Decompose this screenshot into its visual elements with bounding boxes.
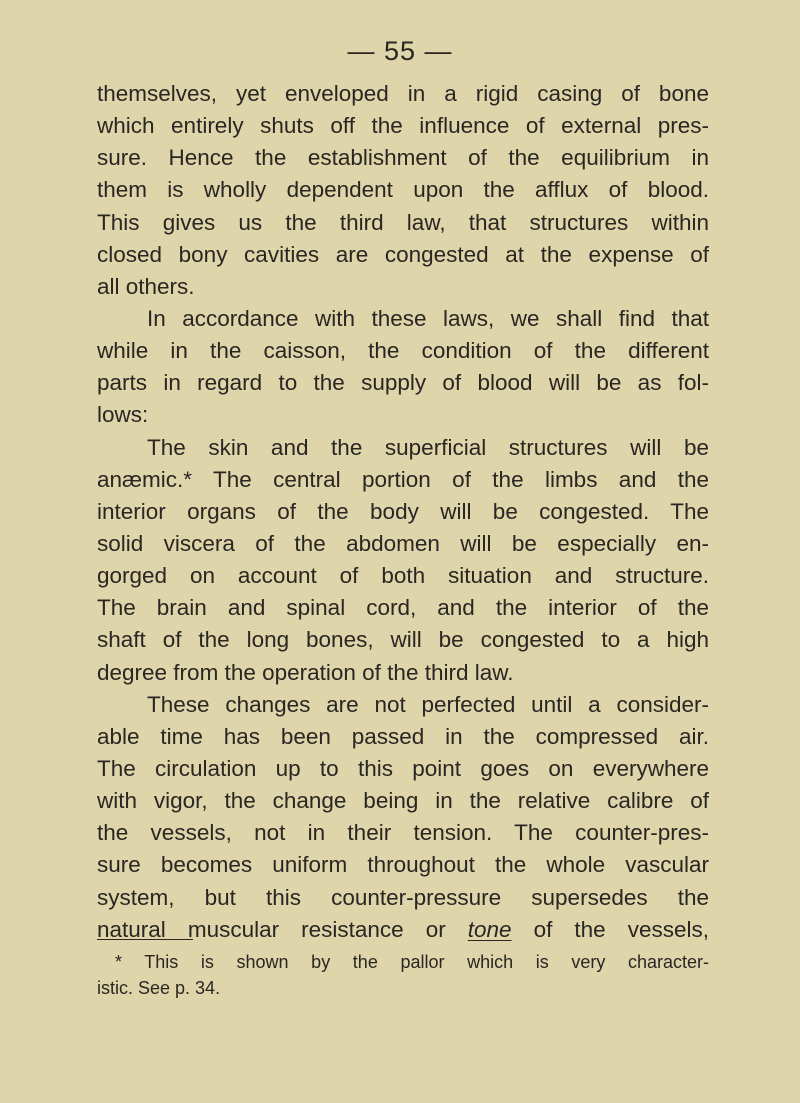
- text-line: with vigor, the change being in the relative calibre of: [97, 788, 709, 814]
- text-line: interior organs of the body will be congested. The: [97, 498, 709, 524]
- text-fragment: natural muscular resistance or: [97, 916, 468, 942]
- footnote-line: istic. See p. 34.: [97, 978, 221, 998]
- text-line: sure. Hence the establishment of the equilibrium in: [97, 145, 709, 171]
- text-line: which entirely shuts off the influence of external pres-: [97, 113, 709, 139]
- footnote-divider: [97, 939, 193, 940]
- text-line: The brain and spinal cord, and the interior of the: [97, 595, 709, 621]
- text-line: degree from the operation of the third law.: [97, 659, 514, 685]
- footnote-line: * This is shown by the pallor which is very character-: [115, 952, 709, 972]
- text-line: These changes are not perfected until a consider-: [147, 691, 709, 717]
- text-line: solid viscera of the abdomen will be especially en-: [97, 530, 709, 556]
- text-line: system, but this counter-pressure supersedes the: [97, 884, 709, 910]
- text-line: closed bony cavities are congested at the expense of: [97, 241, 709, 267]
- text-line: them is wholly dependent upon the afflux of blood.: [97, 177, 709, 203]
- text-line: In accordance with these laws, we shall find that: [147, 305, 709, 331]
- body-text: [97, 78, 709, 946]
- text-line-with-emphasis: [97, 914, 709, 946]
- text-line: themselves, yet enveloped in a rigid casing of bone: [97, 81, 709, 106]
- text-line: The skin and the superficial structures will be: [147, 434, 709, 460]
- footnote: [97, 949, 709, 1001]
- text-line: sure becomes uniform throughout the whole vascular: [97, 852, 709, 878]
- text-line: all others.: [97, 273, 195, 299]
- page-number: — 55 —: [347, 36, 453, 66]
- text-line: the vessels, not in their tension. The counter-pres-: [97, 820, 709, 846]
- text-line: This gives us the third law, that structures within: [97, 209, 709, 235]
- text-fragment: of the vessels,: [511, 916, 709, 942]
- text-line: able time has been passed in the compressed air.: [97, 723, 709, 749]
- text-line: lows:: [97, 402, 149, 428]
- text-line: shaft of the long bones, will be congested to a high: [97, 627, 709, 653]
- text-line: while in the caisson, the condition of the different: [97, 338, 709, 364]
- italic-emphasis: tone: [467, 916, 512, 942]
- text-line: parts in regard to the supply of blood will be as fol-: [97, 370, 709, 396]
- text-line: The circulation up to this point goes on everywhere: [97, 755, 709, 781]
- text-line: gorged on account of both situation and structure.: [97, 563, 709, 589]
- text-line: anæmic.* The central portion of the limbs and the: [97, 466, 709, 492]
